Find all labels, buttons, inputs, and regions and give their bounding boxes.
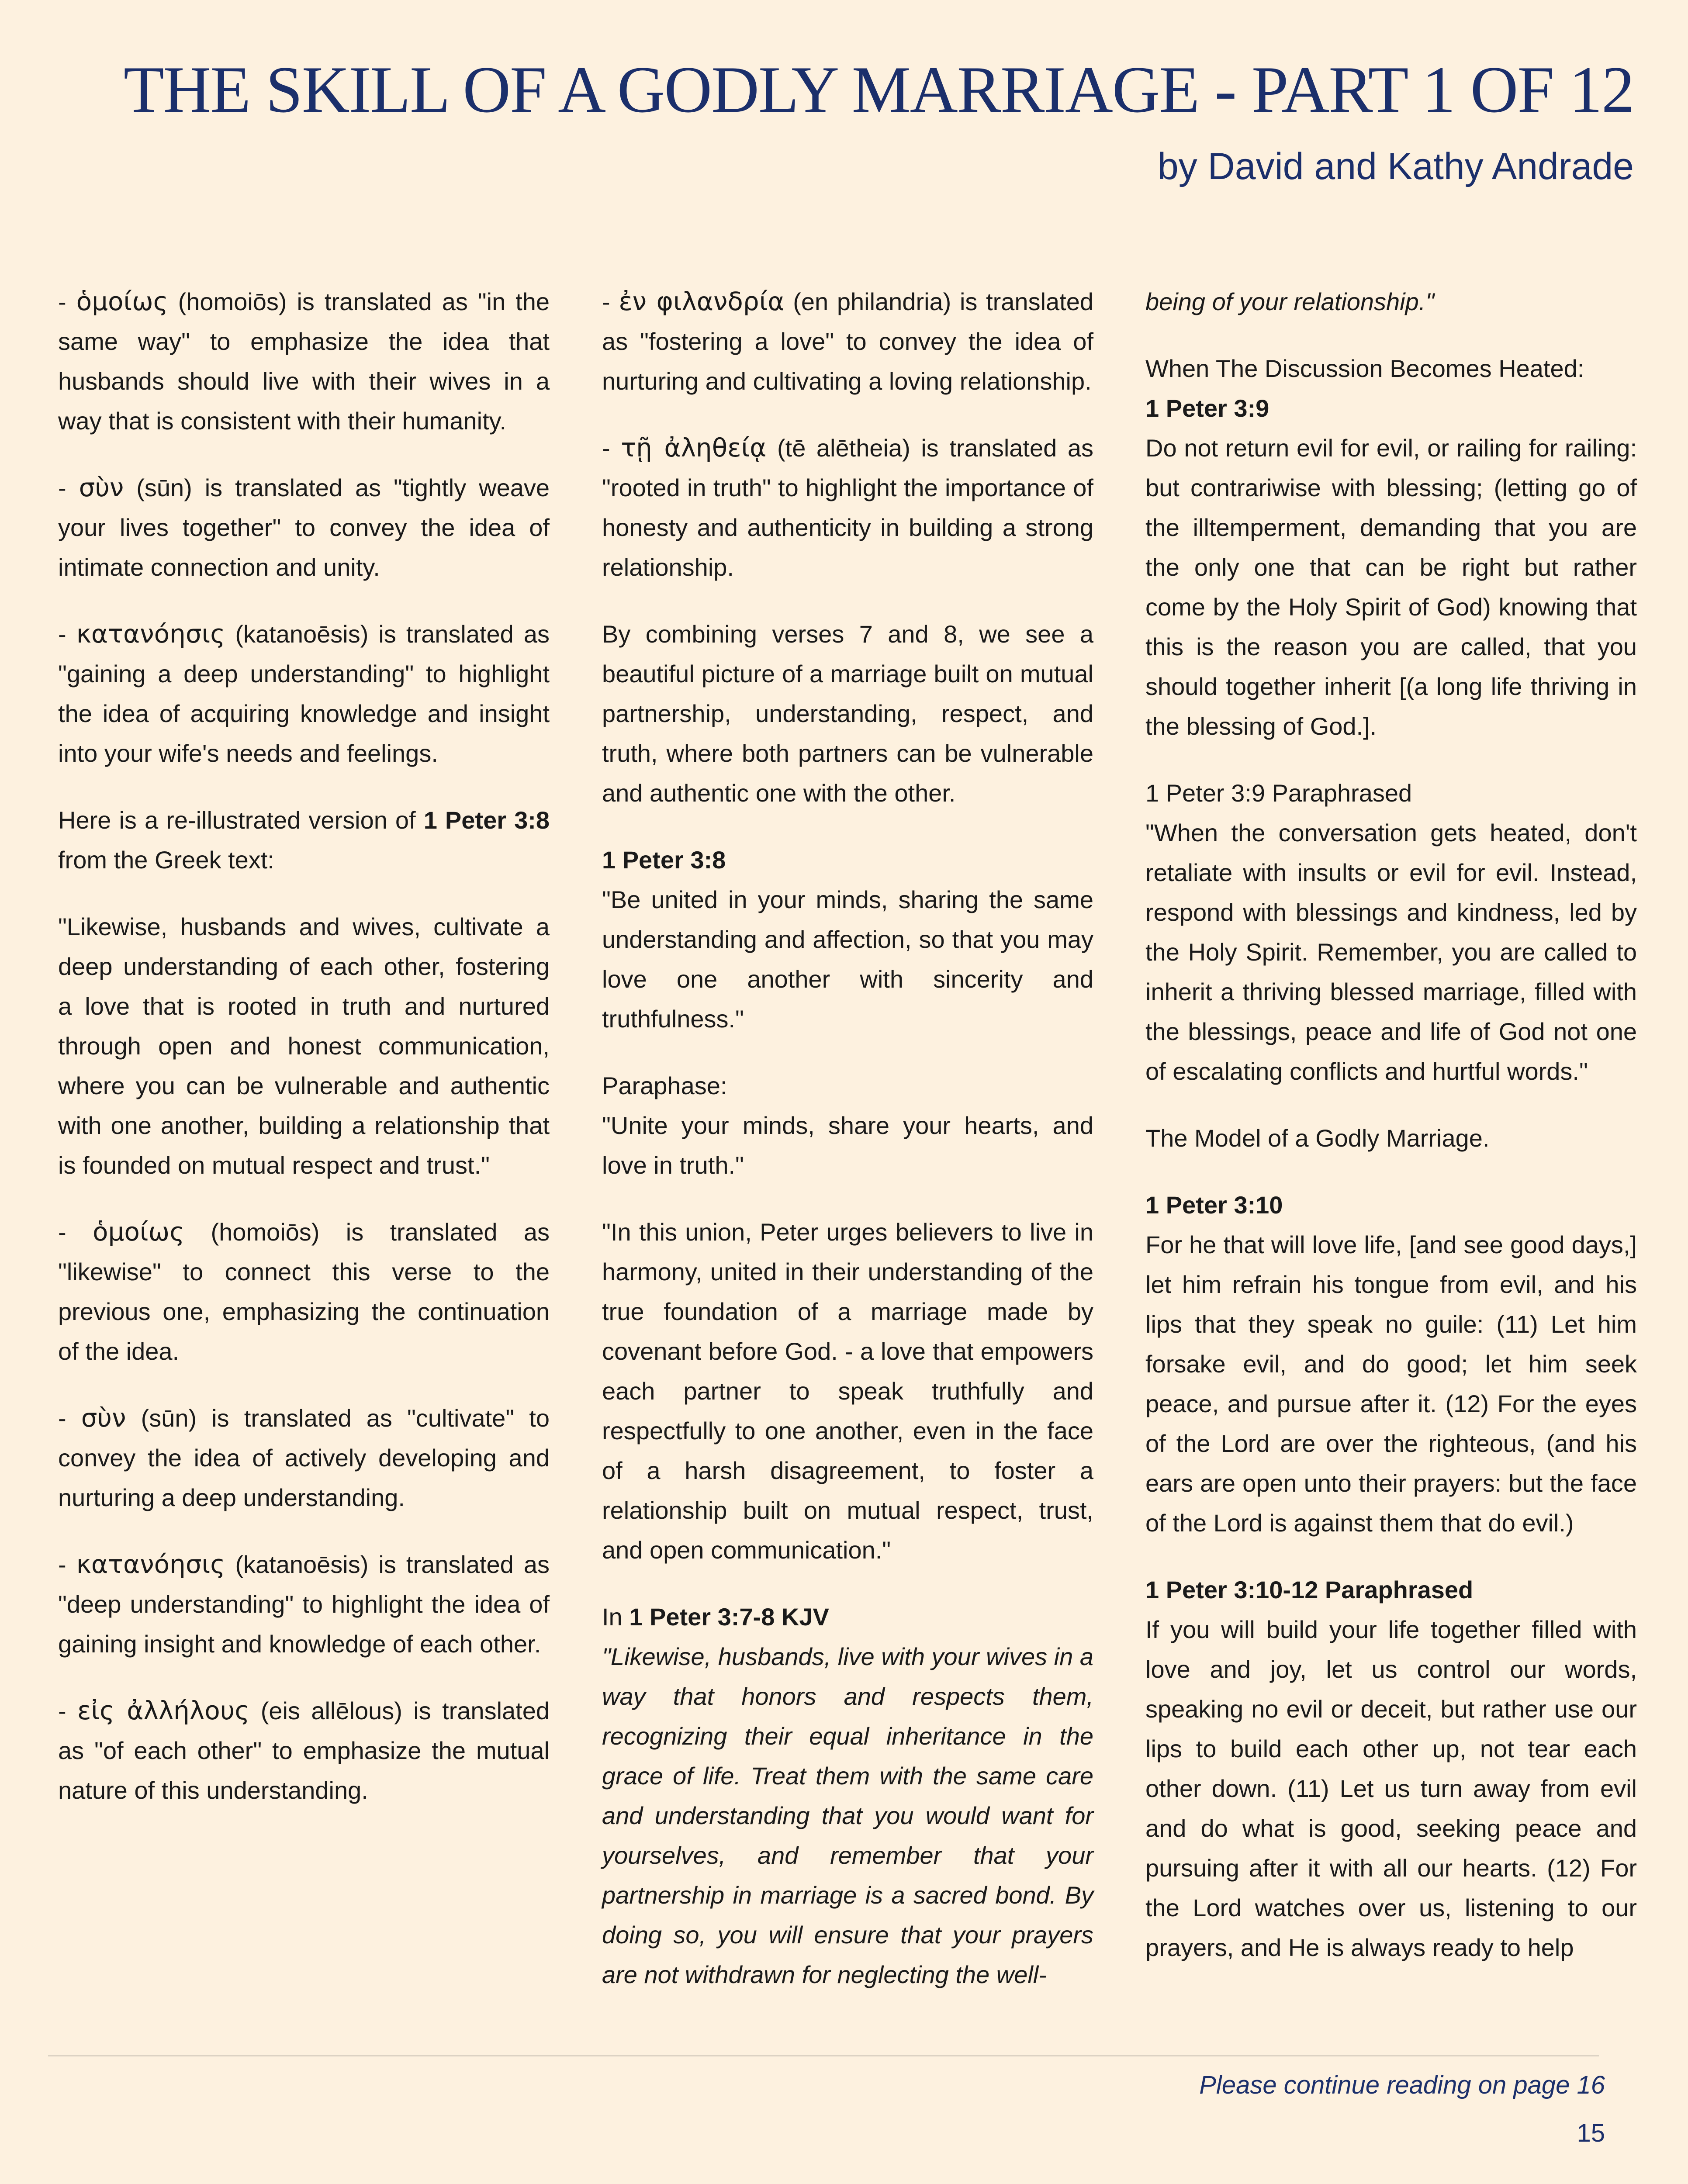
paragraph — [58, 800, 550, 880]
section-heading: The Model of a Godly Marriage. — [1145, 1124, 1490, 1152]
paragraph-text: Here is a re-illustrated version of — [58, 806, 416, 834]
definition-text: (tē alētheia) is translated as "rooted in truth" to highlight the importance of honesty and authenticity in building a strong relationship. — [602, 434, 1093, 581]
scripture-text: For he that will love life, [and see good days,] let him refrain his tongue from evil, and his lips that they speak no guile: (11) Let him forsake evil, and do good; let him seek peace, and pursue after it. (12) For the eyes of the Lord are over the righteous, (and his ears are open unto their prayers: but the face of the Lord is against them that do evil.) — [1145, 1231, 1637, 1537]
greek-definition: - σὺν (sūn) is translated as "cultivate" to convey the idea of actively developing and nurturing a deep understanding. — [58, 1403, 550, 1511]
greek-definition: - εἰς ἀλλήλους (eis allēlous) is translated as "of each other" to emphasize the mutual nature of this understanding. — [58, 1696, 550, 1804]
paragraph: By combining verses 7 and 8, we see a beautiful picture of a marriage built on mutual partnership, understanding, respect, and truth, where both partners can be vulnerable and authentic one with the other. — [602, 620, 1093, 807]
paraphrase-heading: 1 Peter 3:10-12 Paraphrased — [1145, 1576, 1474, 1603]
continue-reading-note: Please continue reading on page 16 — [1199, 2071, 1605, 2099]
paragraph-text: In — [602, 1603, 623, 1631]
definition-text: (eis allēlous) is translated as "of each other" to emphasize the mutual nature of this understanding. — [58, 1697, 550, 1804]
greek-term: ὁμοίως — [76, 287, 168, 316]
column-1 — [58, 282, 550, 1837]
paraphrase-heading: Paraphase: — [602, 1072, 727, 1099]
greek-definition: - ἐν φιλανδρία (en philandria) is translated as "fostering a love" to convey the idea of nurturing and cultivating a loving relationship. — [602, 287, 1093, 395]
scripture-text: "Be united in your minds, sharing the same understanding and affection, so that you may love one another with sincerity and truthfulness." — [602, 886, 1093, 1033]
paragraph-text: from the Greek text: — [58, 846, 274, 874]
scripture-heading: 1 Peter 3:9 — [1145, 394, 1269, 422]
greek-term: σὺν — [79, 473, 124, 502]
paraphrase-text: "When the conversation gets heated, don't retaliate with insults or evil for evil. Instead, respond with blessings and kindness, led by the Holy Spirit. Remember, you are called to inherit a thriving blessed marriage, filled with the blessings, peace and life of God not one of escalating conflicts and hurtful words." — [1145, 819, 1637, 1085]
footer-divider — [48, 2055, 1599, 2056]
definition-text: (sūn) is translated as "tightly weave your lives together" to convey the idea of intimate connection and unity. — [58, 474, 550, 581]
definition-text: (sūn) is translated as "cultivate" to convey the idea of actively developing and nurturing a deep understanding. — [58, 1404, 550, 1511]
scripture-text: "Likewise, husbands, live with your wives in a way that honors and respects them, recognizing their equal inheritance in the grace of life. Treat them with the same care and understanding that you would want for yourselves, and remember that your partnership in marriage is a sacred bond. By doing so, you will ensure that your prayers are not withdrawn for neglecting the well- — [602, 1643, 1093, 1988]
scripture-block — [1145, 1185, 1637, 1543]
definition-text: (en philandria) is translated as "fostering a love" to convey the idea of nurturing and cultivating a loving relationship. — [602, 288, 1093, 395]
greek-term: ὁμοίως — [93, 1217, 185, 1247]
quote: "Likewise, husbands and wives, cultivate a deep understanding of each other, fostering a love that is rooted in truth and nurtured through open and honest communication, where you can be vulnerable and authentic with one another, building a relationship that is founded on mutual respect and trust." — [58, 913, 550, 1179]
paraphrase-text: "Unite your minds, share your hearts, and love in truth." — [602, 1112, 1093, 1179]
definition-text: (katanoēsis) is translated as "gaining a deep understanding" to highlight the idea of acquiring knowledge and insight into your wife's needs and feelings. — [58, 620, 550, 767]
paraphrase-block — [1145, 1570, 1637, 1967]
scripture-ref: 1 Peter 3:8 — [423, 806, 550, 834]
scripture-block — [602, 1597, 1093, 1994]
greek-definition: - κατανόησις (katanoēsis) is translated as "gaining a deep understanding" to highlight the idea of acquiring knowledge and insight into your wife's needs and feelings. — [58, 619, 550, 767]
definition-text: (katanoēsis) is translated as "deep understanding" to highlight the idea of gaining insight and knowledge of each other. — [58, 1551, 550, 1658]
greek-definition: - σὺν (sūn) is translated as "tightly weave your lives together" to convey the idea of intimate connection and unity. — [58, 473, 550, 581]
paragraph-continuation: being of your relationship." — [1145, 288, 1435, 315]
scripture-heading: 1 Peter 3:10 — [1145, 1191, 1283, 1219]
definition-text: (homoiōs) is translated as "in the same way" to emphasize the idea that husbands should live with their wives in a way that is consistent with their humanity. — [58, 288, 550, 435]
greek-term: εἰς ἀλλήλους — [77, 1696, 250, 1725]
greek-term: τῇ ἀληθείᾳ — [621, 433, 767, 463]
paragraph: "In this union, Peter urges believers to live in harmony, united in their understanding of the true foundation of a marriage made by covenant before God. - a love that empowers each partner to speak truthfully and respectfully to one another, even in the face of a harsh disagreement, to foster a relationship built on mutual respect, trust, and open communication." — [602, 1218, 1093, 1564]
paraphrase-text: If you will build your life together filled with love and joy, let us control our words, speaking no evil or deceit, but rather use our lips to build each other up, not tear each other down. (11) Let us turn away from evil and do what is good, seeking peace and pursuing after it with all our hearts. (12) For the Lord watches over us, listening to our prayers, and He is always ready to help — [1145, 1616, 1637, 1961]
greek-term: σὺν — [81, 1403, 126, 1433]
scripture-block — [1145, 349, 1637, 746]
paraphrase-block — [1145, 773, 1637, 1091]
byline: by David and Kathy Andrade — [1157, 145, 1634, 187]
greek-definition: - τῇ ἀληθείᾳ (tē alētheia) is translated as "rooted in truth" to highlight the importance of honesty and authenticity in building a strong relationship. — [602, 433, 1093, 581]
paraphrase-heading: 1 Peter 3:9 Paraphrased — [1145, 779, 1412, 807]
scripture-text: Do not return evil for evil, or railing for railing: but contrariwise with blessing; (letting go of the illtemperment, demanding that you are the only one that can be right but rather come by the Holy Spirit of God) knowing that this is the reason you are called, that you should together inherit [(a long life thriving in the blessing of God.]. — [1145, 434, 1637, 740]
greek-term: κατανόησις — [76, 1549, 225, 1579]
scripture-heading: 1 Peter 3:8 — [602, 846, 726, 874]
greek-term: ἐν φιλανδρία — [619, 287, 785, 316]
scripture-block — [602, 840, 1093, 1039]
greek-term: κατανόησις — [76, 619, 225, 649]
greek-definition: - ὁμοίως (homoiōs) is translated as "likewise" to connect this verse to the previous one, emphasizing the continuation of the idea. — [58, 1217, 550, 1365]
section-heading: When The Discussion Becomes Heated: — [1145, 355, 1584, 382]
column-2 — [602, 282, 1093, 1994]
paraphrase-block — [602, 1066, 1093, 1185]
scripture-heading: 1 Peter 3:7-8 KJV — [629, 1603, 829, 1631]
column-3 — [1145, 282, 1637, 1967]
definition-text: (homoiōs) is translated as "likewise" to connect this verse to the previous one, emphasizing the continuation of the idea. — [58, 1218, 550, 1365]
greek-definition: - κατανόησις (katanoēsis) is translated as "deep understanding" to highlight the idea of gaining insight and knowledge of each other. — [58, 1549, 550, 1658]
greek-definition: - ὁμοίως (homoiōs) is translated as "in the same way" to emphasize the idea that husbands should live with their wives in a way that is consistent with their humanity. — [58, 287, 550, 435]
page-title: THE SKILL OF A GODLY MARRIAGE - PART 1 OF 12 — [123, 53, 1634, 126]
page-number: 15 — [1577, 2119, 1605, 2147]
